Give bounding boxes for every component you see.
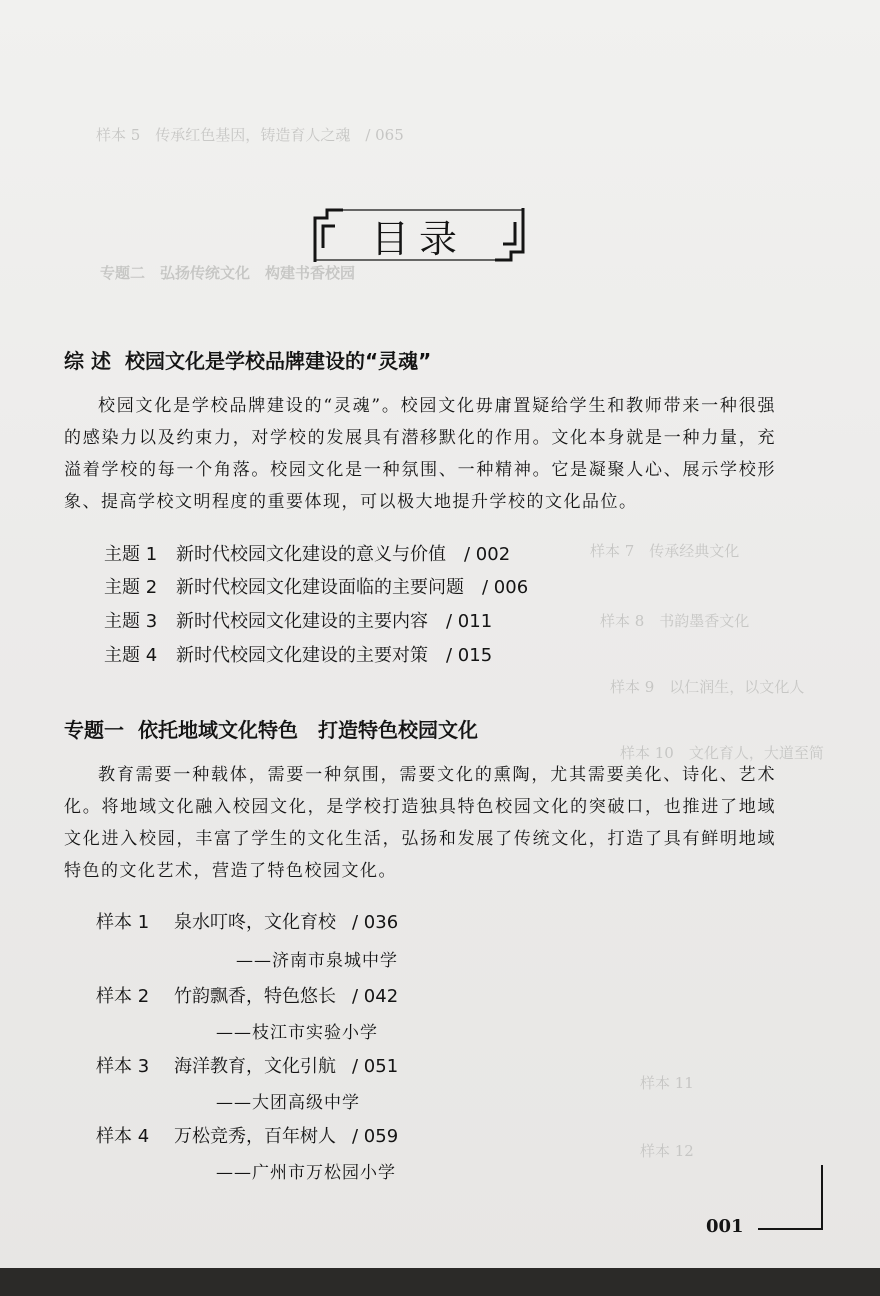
show-through-text: 样本 8 书韵墨香文化 [600,612,750,630]
sample-school: ——济南市泉城中学 [236,951,398,971]
chapter-lead: 专题一 [64,718,124,742]
show-through-text: 样本 5 传承红色基因，铸造育人之魂 / 065 [96,126,404,144]
sample-page: / 059 [352,1126,399,1147]
sample-page: / 042 [352,986,399,1007]
sample-school: ——大团高级中学 [216,1093,360,1113]
toc-sample-entry[interactable] [96,982,398,1008]
show-through-text: 专题二 弘扬传统文化 构建书香校园 [100,264,356,282]
summary-heading [64,345,431,374]
toc-entry[interactable] [104,607,492,633]
toc-sample-entry[interactable] [96,1052,398,1078]
page-number: 001 [706,1216,744,1237]
toc-entry-title: 新时代校园文化建设的主要内容 [176,611,428,632]
sample-title: 万松竞秀，百年树人 [174,1126,336,1147]
sample-school: ——广州市万松园小学 [216,1163,396,1183]
toc-entry-label: 主题 4 [104,645,158,666]
chapter-heading [64,714,478,743]
toc-sample-entry[interactable] [96,1122,398,1148]
sample-label: 样本 2 [96,986,150,1007]
toc-entry-page: / 015 [446,645,493,666]
sample-label: 样本 1 [96,912,150,933]
toc-entry-label: 主题 1 [104,544,158,565]
sample-school: ——枝江市实验小学 [216,1023,378,1043]
sample-label: 样本 3 [96,1056,150,1077]
toc-entry[interactable] [104,641,492,667]
toc-heading [313,208,525,262]
chapter-title: 依托地域文化特色 打造特色校园文化 [138,718,478,742]
toc-entry-page: / 002 [464,544,511,565]
toc-entry-page: / 011 [446,611,493,632]
toc-entry-label: 主题 2 [104,577,158,598]
sample-title: 竹韵飘香，特色悠长 [174,986,336,1007]
sample-title: 海洋教育，文化引航 [174,1056,336,1077]
toc-sample-entry[interactable] [96,908,398,934]
toc-entry-title: 新时代校园文化建设的主要对策 [176,645,428,666]
sample-page: / 036 [352,912,399,933]
page-bottom-shadow [0,1268,880,1296]
toc-entry[interactable] [104,573,528,599]
summary-title: 校园文化是学校品牌建设的“灵魂” [124,349,432,373]
toc-entry-label: 主题 3 [104,611,158,632]
corner-bracket-icon [758,1165,824,1233]
show-through-text: 样本 12 [640,1142,694,1160]
sample-title: 泉水叮咚，文化育校 [174,912,336,933]
toc-entry-title: 新时代校园文化建设的意义与价值 [176,544,446,565]
show-through-text: 样本 11 [640,1074,694,1092]
toc-entry-page: / 006 [482,577,529,598]
toc-entry-title: 新时代校园文化建设面临的主要问题 [176,577,464,598]
show-through-text: 样本 7 传承经典文化 [590,542,740,560]
sample-label: 样本 4 [96,1126,150,1147]
summary-paragraph: 校园文化是学校品牌建设的“灵魂”。校园文化毋庸置疑给学生和教师带来一种很强的感染力以及约束力，对学校的发展具有潜移默化的作用。文化本身就是一种力量，充溢着学校的每一个角落。校园文化是一种氛围、一种精神。它是凝聚人心、展示学校形象、提高学校文明程度的重要体现，可以极大地提升学校的文化品位。 [64,396,776,512]
page-title: 目录 [370,216,467,261]
chapter-paragraph: 教育需要一种载体，需要一种氛围，需要文化的熏陶，尤其需要美化、诗化、艺术化。将地域文化融入校园文化，是学校打造独具特色校园文化的突破口，也推进了地域文化进入校园，丰富了学生的文化生活，弘扬和发展了传统文化，打造了具有鲜明地域特色的文化艺术，营造了特色校园文化。 [64,765,776,881]
sample-page: / 051 [352,1056,399,1077]
show-through-text: 样本 10 文化育人，大道至简 [620,744,824,762]
summary-lead: 综 述 [64,349,111,373]
toc-entry[interactable] [104,540,510,566]
show-through-text: 样本 9 以仁润生，以文化人 [610,678,805,696]
